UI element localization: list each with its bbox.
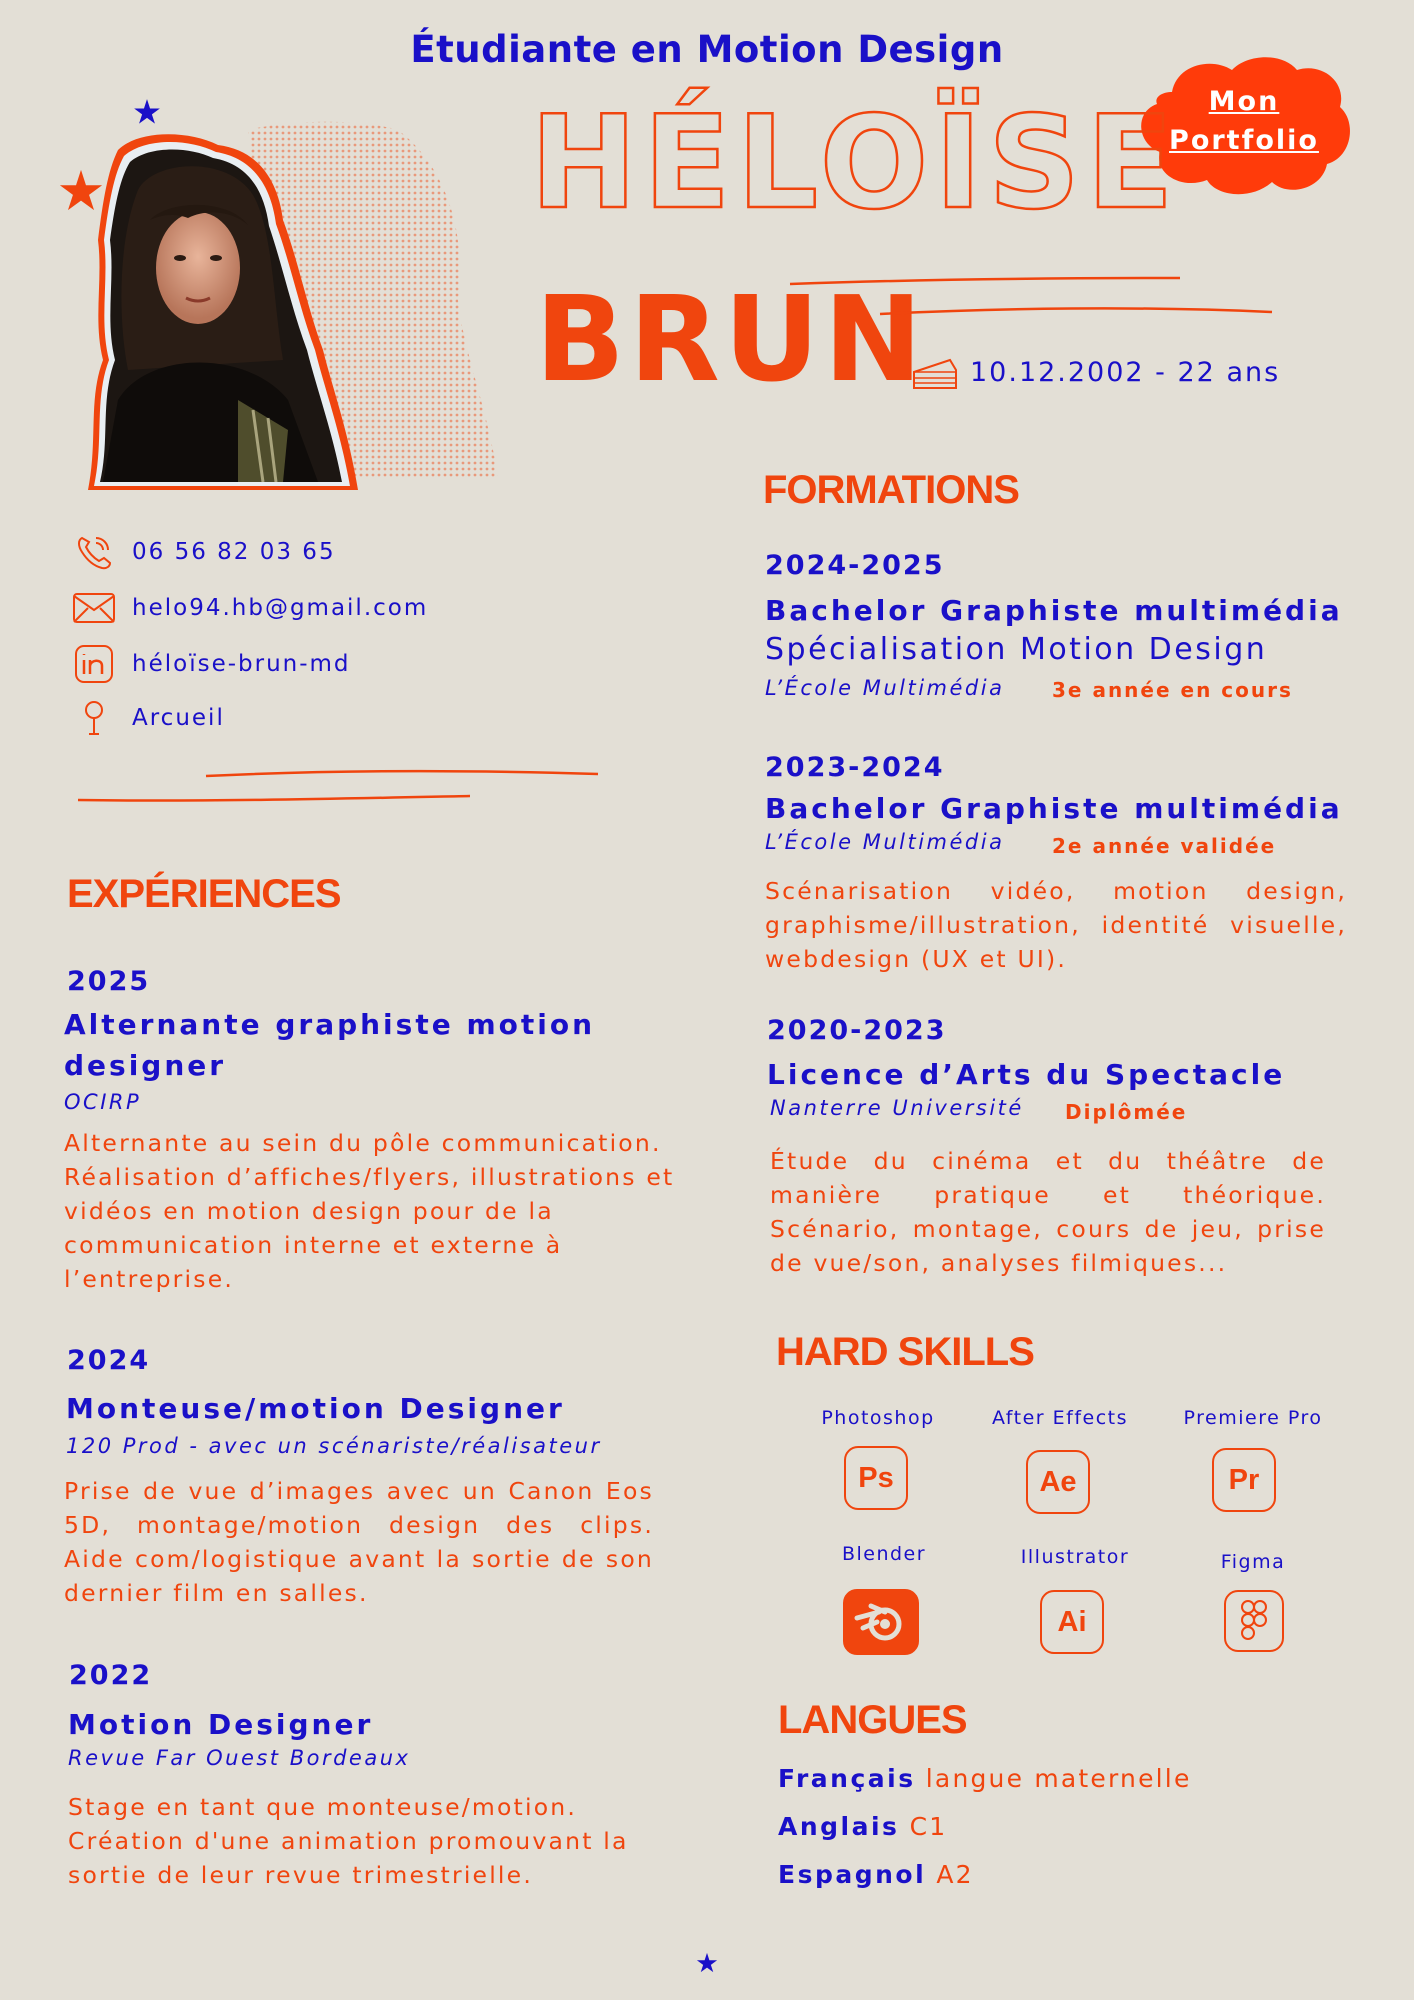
language-item: Français langue maternelle <box>778 1764 1192 1793</box>
formation-school: L’École Multimédia <box>765 830 1005 854</box>
experience-description: Stage en tant que monteuse/motion. Création d'une animation promouvant la sortie de leur revue trimestrielle. <box>68 1793 629 1889</box>
experience-role: Alternante graphiste motion designer <box>64 1008 596 1082</box>
formation-school: Nanterre Université <box>770 1096 1024 1120</box>
linkedin-icon <box>72 645 116 683</box>
experience-description: Alternante au sein du pôle communication. Réalisation d’affiches/flyers, illustrations et vidéos en motion design pour de la communication interne et externe à l’entreprise. <box>64 1129 675 1293</box>
experience-role: Motion Designer <box>68 1708 374 1741</box>
formation-subtitle: Spécialisation Motion Design <box>765 632 1268 667</box>
portfolio-link[interactable]: Mon Portfolio <box>1169 86 1319 156</box>
skill-label: Premiere Pro <box>1183 1407 1323 1429</box>
contact-phone[interactable] <box>72 533 336 571</box>
cake-icon <box>910 352 960 392</box>
formation-years: 2023-2024 <box>765 752 945 783</box>
profile-photo <box>58 100 518 500</box>
experience-company: OCIRP <box>64 1090 142 1114</box>
skill-label: Blender <box>841 1543 927 1565</box>
languages-heading: LANGUES <box>778 1698 967 1742</box>
language-item: Anglais C1 <box>778 1812 948 1841</box>
formation-description: Étude du cinéma et du théâtre de manière pratique et théorique. Scénario, montage, cours de jeu, prise de vue/son, analyses filmiques... <box>770 1147 1326 1277</box>
formation-years: 2020-2023 <box>767 1015 947 1046</box>
formation-title: Licence d’Arts du Spectacle <box>767 1058 1286 1091</box>
page-title: Étudiante en Motion Design <box>410 28 1004 71</box>
experience-company: Revue Far Ouest Bordeaux <box>68 1746 411 1770</box>
formation-title: Bachelor Graphiste multimédia <box>765 594 1343 627</box>
email-text: helo94.hb@gmail.com <box>132 595 429 621</box>
illustrator-icon: Ai <box>1040 1590 1104 1654</box>
after-effects-icon: Ae <box>1026 1450 1090 1514</box>
skill-label: Illustrator <box>1020 1546 1130 1568</box>
blender-icon <box>843 1589 919 1655</box>
birth-date: 10.12.2002 - 22 ans <box>910 352 1280 392</box>
language-item: Espagnol A2 <box>778 1860 974 1889</box>
skill-label: Photoshop <box>821 1407 935 1429</box>
last-name: BRUN <box>535 270 927 408</box>
experience-company: 120 Prod - avec un scénariste/réalisateur <box>66 1434 602 1458</box>
photoshop-icon: Ps <box>844 1446 908 1510</box>
experience-year: 2025 <box>67 966 151 997</box>
figma-icon <box>1224 1590 1284 1652</box>
premiere-pro-icon: Pr <box>1212 1448 1276 1512</box>
experiences-heading: EXPÉRIENCES <box>67 872 341 916</box>
mail-icon <box>72 589 116 627</box>
formation-status: 3e année en cours <box>1052 678 1293 702</box>
experience-role: Monteuse/motion Designer <box>66 1392 565 1425</box>
first-name: HÉLOÏSE <box>530 89 1180 238</box>
experience-year: 2022 <box>69 1660 153 1691</box>
skill-label: After Effects <box>991 1407 1129 1429</box>
contact-email[interactable] <box>72 589 428 627</box>
contact-linkedin[interactable] <box>72 645 351 683</box>
experience-description: Prise de vue d’images avec un Canon Eos 5D, montage/motion design des clips. Aide com/logistique avant la sortie de son dernier film en salles. <box>64 1477 654 1607</box>
formation-status: Diplômée <box>1065 1100 1188 1124</box>
formation-title: Bachelor Graphiste multimédia <box>765 792 1343 825</box>
footer-star-icon <box>696 1952 718 1974</box>
skills-heading: HARD SKILLS <box>776 1330 1034 1374</box>
formation-years: 2024-2025 <box>765 550 945 581</box>
experience-year: 2024 <box>67 1345 151 1376</box>
formation-status: 2e année validée <box>1052 834 1277 858</box>
contact-location <box>72 699 225 737</box>
formation-school: L’École Multimédia <box>765 676 1005 700</box>
phone-text: 06 56 82 03 65 <box>132 539 336 565</box>
skill-label: Figma <box>1220 1551 1286 1573</box>
location-pin-icon <box>72 699 116 737</box>
formations-heading: FORMATIONS <box>763 468 1019 512</box>
contact-divider-lines <box>70 760 610 820</box>
formation-description: Scénarisation vidéo, motion design, graphisme/illustration, identité visuelle, webdesign (UX et UI). <box>765 877 1347 973</box>
decorative-lines <box>780 270 1280 320</box>
location-text: Arcueil <box>132 705 225 731</box>
phone-icon <box>72 533 116 571</box>
linkedin-text: héloïse-brun-md <box>132 651 351 677</box>
